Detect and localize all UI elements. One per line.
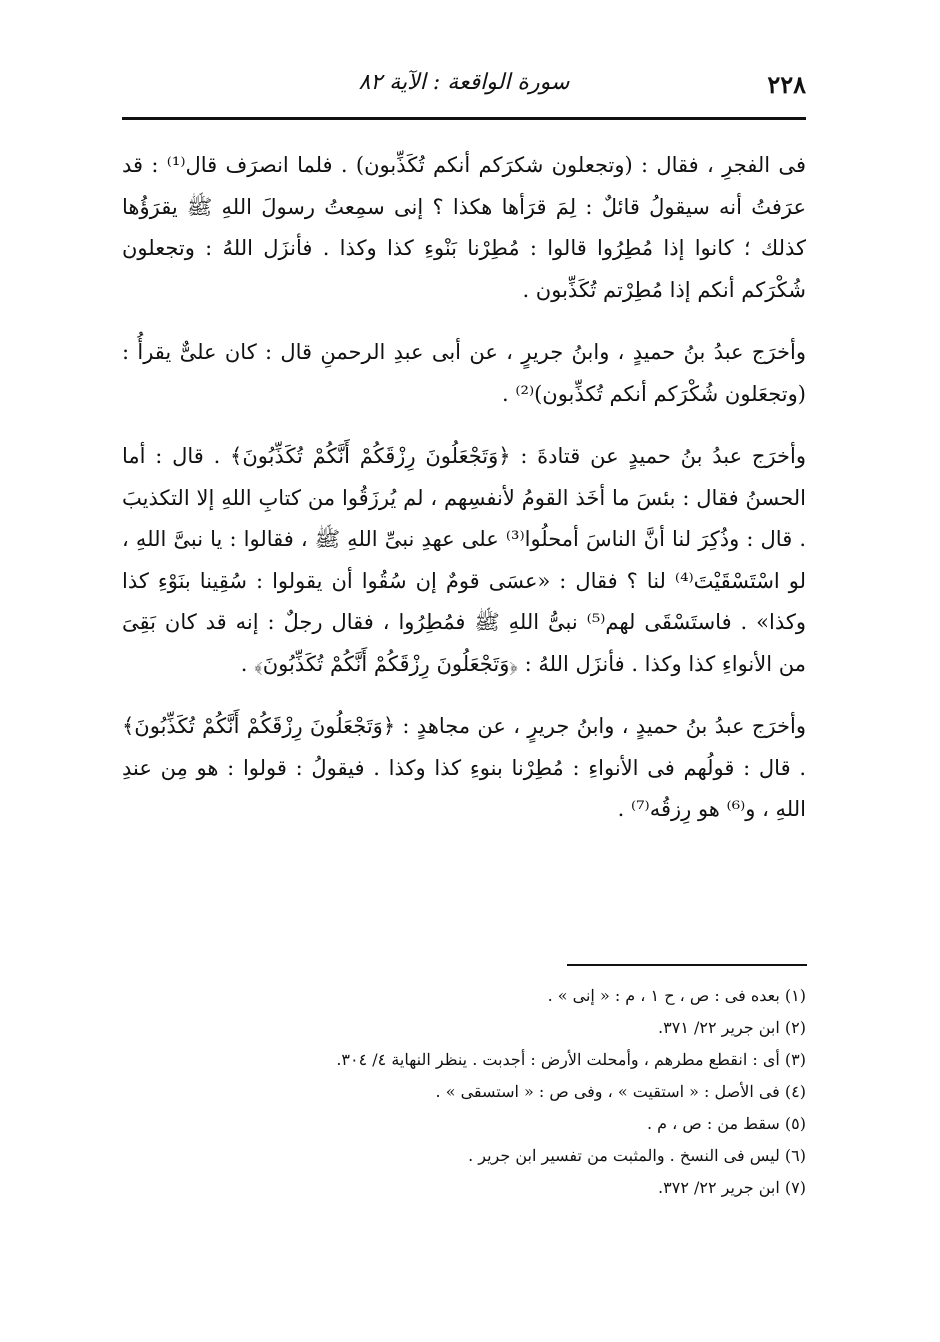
footnote-separator <box>567 964 807 966</box>
paragraph-4: وأخرَج عبدُ بنُ حميدٍ ، وابنُ جريرٍ ، عن مجاهدٍ : ﴿وَتَجْعَلُونَ رِزْقَكُمْ أَنَّكُمْ تُكَذِّبُونَ﴾ . قال : قولُهم فى الأنواءِ : مُطِرْنا بنوءِ كذا وكذا . فيقولُ : قولوا : هو مِن عندِ اللهِ ، و⁽⁶⁾ هو رِزقُه⁽⁷⁾ . <box>122 714 806 821</box>
footnotes-list <box>122 980 806 1204</box>
footnote-6: (٦) ليس فى النسخ . والمثبت من تفسير ابن جرير . <box>468 1146 806 1165</box>
footnote-4: (٤) فى الأصل : « استقيت » ، وفى ص : « استسقى » . <box>435 1082 806 1101</box>
page-header <box>122 58 806 108</box>
main-text <box>122 145 806 852</box>
footnote-2: (٢) ابن جرير ٢٢/ ٣٧١. <box>658 1018 806 1037</box>
header-rule <box>122 117 806 120</box>
paragraph-2: وأخرَج عبدُ بنُ حميدٍ ، وابنُ جريرٍ ، عن أبى عبدِ الرحمنِ قال : كان علىٌّ يقرأُ : (وتجعَلون شُكْرَكم أنكم تُكذِّبون)⁽²⁾ . <box>122 340 806 406</box>
page-number: ٢٢٨ <box>767 70 806 99</box>
paragraph-3: وأخرَج عبدُ بنُ حميدٍ عن قتادةَ : ﴿وَتَجْعَلُونَ رِزْقَكُمْ أَنَّكُمْ تُكَذِّبُونَ﴾ . قال : أما الحسنُ فقال : بئسَ ما أخَذ القومُ لأنفسِهم ، لم يُرزَقُوا من كتابِ اللهِ إلا التكذيبَ . قال : وذُكِرَ لنا أنَّ الناسَ أمحلُوا⁽³⁾ على عهدِ نبىِّ اللهِ ﷺ ، فقالوا : يا نبىَّ اللهِ ، لو اسْتَسْقَيْتَ⁽⁴⁾ لنا ؟ فقال : «عسَى قومٌ إن سُقُوا أن يقولوا : سُقِينا بنَوْءِ كذا وكذا» . فاستَسْقَى لهم⁽⁵⁾ نبىُّ اللهِ ﷺ فمُطِرُوا ، فقال رجلٌ : إنه قد كان بَقِىَ من الأنواءِ كذا وكذا . فأنزَل اللهُ : ﴿وَتَجْعَلُونَ رِزْقَكُمْ أَنَّكُمْ تُكَذِّبُونَ﴾ . <box>122 444 806 676</box>
footnote-3: (٣) أى : انقطع مطرهم ، وأمحلت الأرض : أجدبت . ينظر النهاية ٤/ ٣٠٤. <box>336 1050 806 1069</box>
paragraph-1: فى الفجرِ ، فقال : (وتجعلون شكرَكم أنكم تُكَذِّبون) . فلما انصرَف قال⁽¹⁾ : قد عرَفتُ أنه سيقولُ قائلٌ : لِمَ قرَأها هكذا ؟ إنى سمِعتُ رسولَ اللهِ ﷺ يقرَؤُها كذلك ؛ كانوا إذا مُطِرُوا قالوا : مُطِرْنا بَنْوءِ كذا وكذا . فأنزَل اللهُ : وتجعلون شُكْرَكم أنكم إذا مُطِرْتم تُكَذِّبون . <box>122 153 806 302</box>
footnote-1: (١) بعده فى : ص ، ح ١ ، م : « إنى » . <box>547 986 806 1005</box>
footnote-7: (٧) ابن جرير ٢٢/ ٣٧٢. <box>658 1178 806 1197</box>
running-title: سورة الواقعة : الآية ٨٢ <box>358 70 570 95</box>
footnote-5: (٥) سقط من : ص ، م . <box>646 1114 806 1133</box>
